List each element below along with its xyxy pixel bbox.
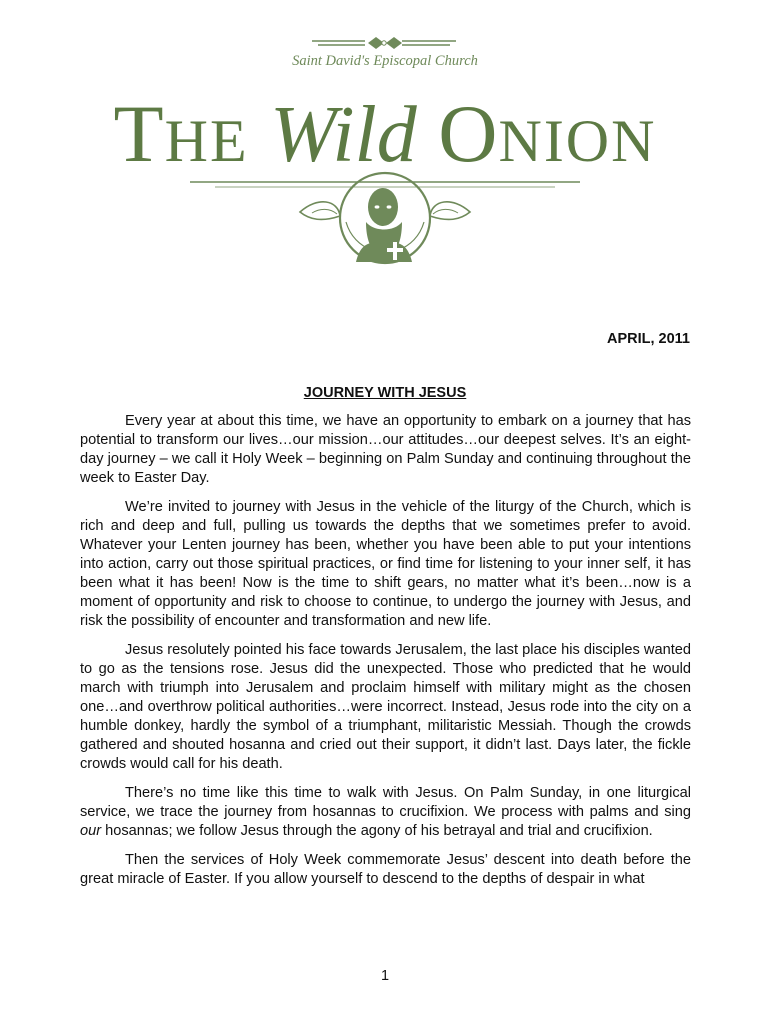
title-wild: Wild — [270, 91, 417, 179]
paragraph: Jesus resolutely pointed his face towards Jerusalem, the last place his disciples wanted to go as the tensions rose. Jesus did the unexpected. Those who predicted that he would march with triumph into Jerusalem and proclaim himself with military might as the chosen one…and overthrow political authorities…were incorrect. Instead, Jesus rode into the city on a humble donkey, hardly the symbol of a triumphant, militaristic Messiah. Though the crowds gathered and shouted hosanna and cried out their support, it didn’t last. Days later, the fickle crowds would call for his death. — [80, 642, 691, 772]
paragraph: Every year at about this time, we have an opportunity to embark on a journey that has potential to transform our lives…our mission…our attitudes…our deepest selves. It’s an eight-day journey – we call it Holy Week – beginning on Palm Sunday and continuing throughout the week to Easter Day. — [80, 413, 691, 486]
title-he: HE — [164, 108, 249, 174]
title-letter-t: T — [113, 88, 165, 179]
article-body — [80, 412, 691, 899]
paragraph-text: There’s no time like this time to walk with Jesus. On Palm Sunday, in one liturgical service, we trace the journey from hosannas to crucifixion. We process with palms and sing — [80, 785, 691, 820]
saint-portrait-emblem — [0, 0, 770, 290]
paragraph-text: hosannas; we follow Jesus through the agony of his betrayal and trial and crucifixion. — [101, 823, 653, 839]
article-heading: JOURNEY WITH JESUS — [303, 385, 467, 401]
issue-date: APRIL, 2011 — [606, 331, 690, 347]
title-nion: NION — [498, 108, 657, 174]
church-name: Saint David's Episcopal Church — [292, 53, 478, 69]
masthead — [0, 0, 770, 290]
paragraph: Then the services of Holy Week commemorate Jesus’ descent into death before the great miracle of Easter. If you allow yourself to descend to the depths of despair in what — [80, 852, 691, 887]
paragraph — [80, 784, 691, 841]
title-letter-o: O — [438, 88, 499, 179]
page-number: 1 — [380, 968, 390, 984]
emphasis-text: our — [80, 823, 102, 839]
paragraph: We’re invited to journey with Jesus in the vehicle of the liturgy of the Church, which is rich and deep and full, pulling us towards the depths that we sometimes prefer to avoid. Whatever your Lenten journey has been, whether you have been able to put your intentions into action, carry out those spiritual practices, or find time for listening to your inner self, it has been what it has been! Now is the time to shift gears, no matter what it’s been…now is a moment of opportunity and risk to choose to continue, to undergo the journey with Jesus, and risk the possibility of encounter and transformation and new life. — [80, 499, 691, 629]
